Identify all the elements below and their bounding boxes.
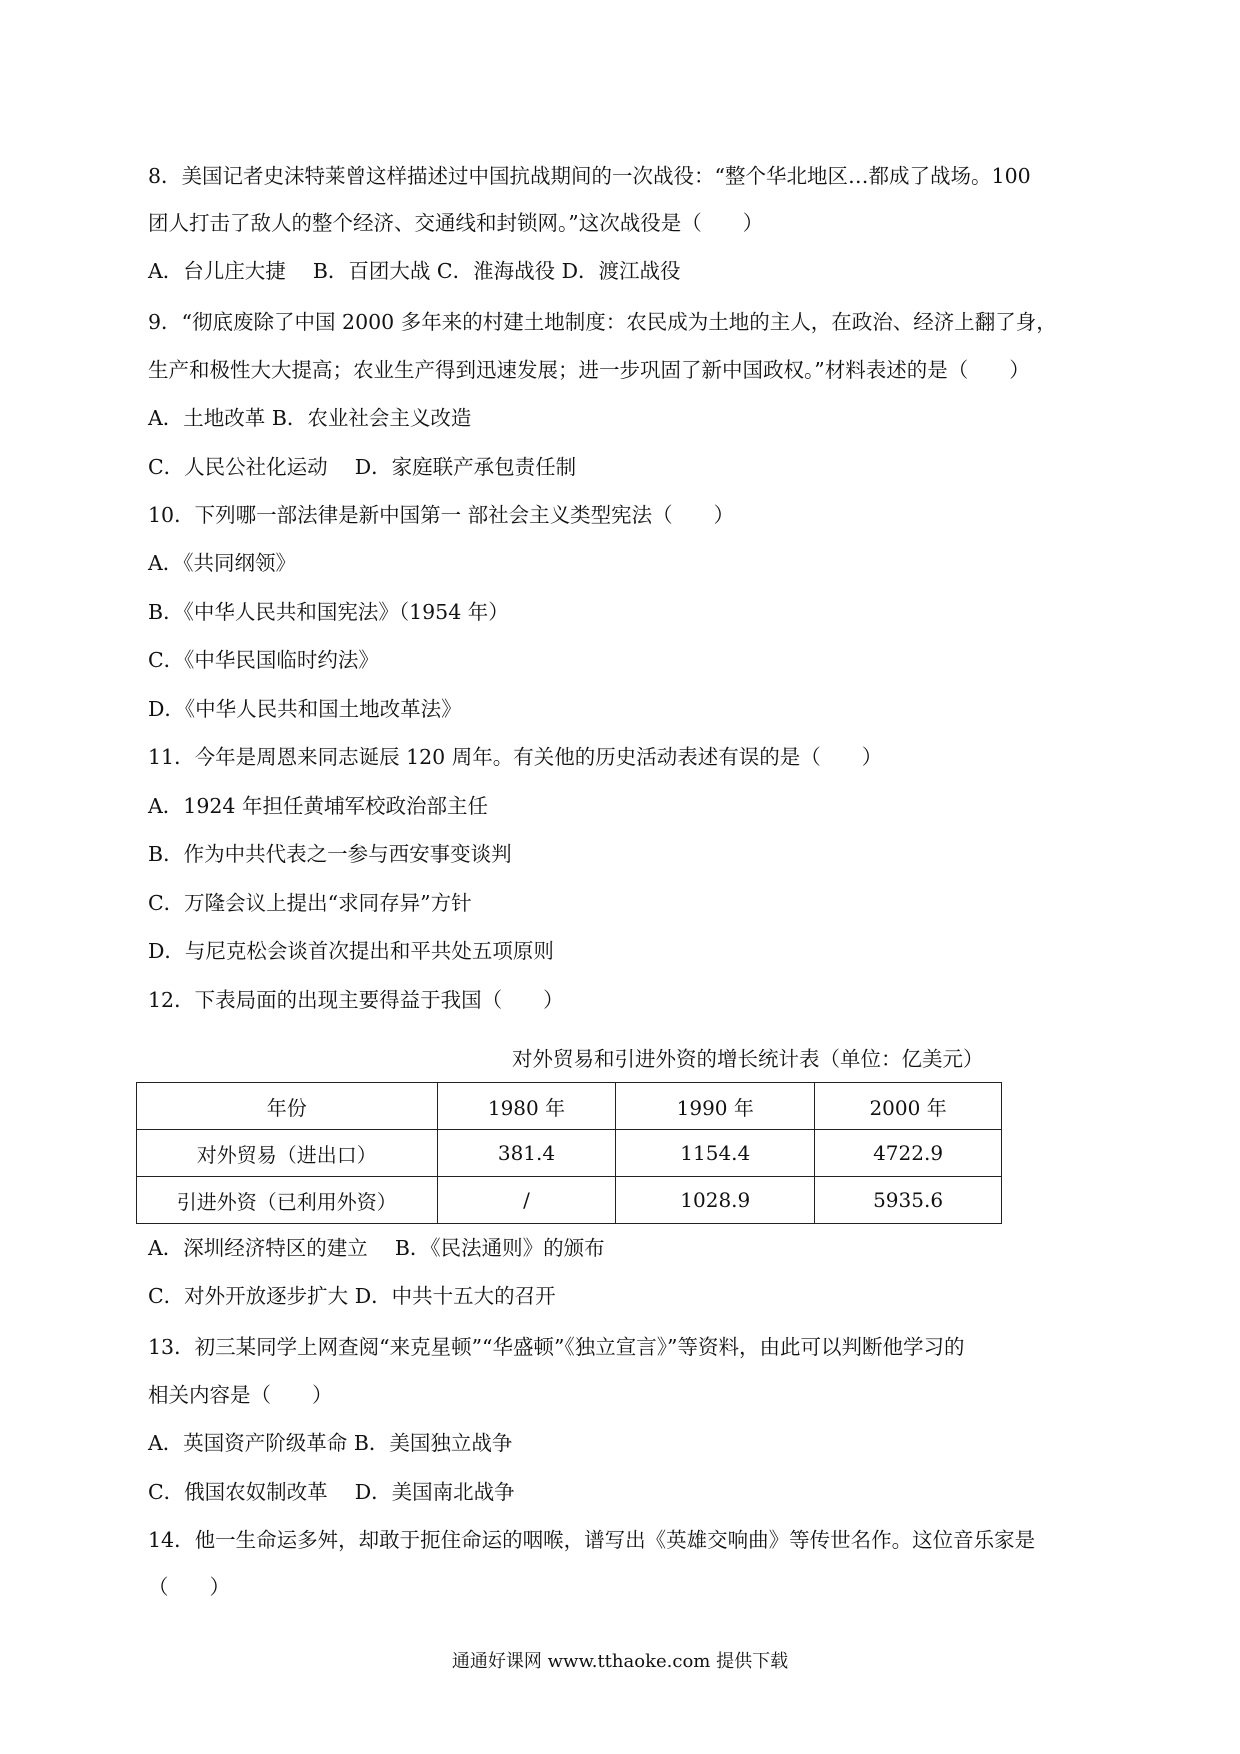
q13-options-cd: C．俄国农奴制改革 D．美国南北战争 <box>148 1480 515 1504</box>
q11-option-a: A．1924 年担任黄埔军校政治部主任 <box>148 794 488 818</box>
q9-options-ab: A．土地改革 B．农业社会主义改造 <box>148 406 472 430</box>
table-header-row <box>137 1083 1002 1130</box>
page-footer: 通通好课网 www.tthaoke.com 提供下载 <box>451 1651 789 1672</box>
table-row <box>137 1177 1002 1224</box>
trade-investment-table <box>136 1082 1002 1224</box>
q8-line-1: 8．美国记者史沫特莱曾这样描述过中国抗战期间的一次战役：“整个华北地区…都成了战场。100 <box>148 164 1031 188</box>
q10-option-d: D．《中华人民共和国土地改革法》 <box>148 697 462 721</box>
table-cell: 1154.4 <box>616 1130 815 1177</box>
table-header-cell: 年份 <box>137 1083 438 1130</box>
table-row <box>137 1130 1002 1177</box>
table-header-cell: 2000 年 <box>815 1083 1002 1130</box>
q12-options-ab: A．深圳经济特区的建立 B．《民法通则》的颁布 <box>148 1236 605 1260</box>
table-caption: 对外贸易和引进外资的增长统计表（单位：亿美元） <box>512 1047 984 1071</box>
table-header-cell: 1990 年 <box>616 1083 815 1130</box>
table-header-cell: 1980 年 <box>437 1083 616 1130</box>
q11-option-c: C．万隆会议上提出“求同存异”方针 <box>148 891 472 915</box>
q8-line-2: 团人打击了敌人的整个经济、交通线和封锁网。”这次战役是（ ） <box>148 211 764 235</box>
table-cell: 引进外资（已利用外资） <box>137 1177 438 1224</box>
q11-option-d: D．与尼克松会谈首次提出和平共处五项原则 <box>148 939 554 963</box>
q9-options-cd: C．人民公社化运动 D．家庭联产承包责任制 <box>148 455 577 479</box>
table-cell: 1028.9 <box>616 1177 815 1224</box>
q14-line-2: （ ） <box>148 1575 230 1599</box>
table-cell: 381.4 <box>437 1130 616 1177</box>
q13-line-1: 13．初三某同学上网查阅“来克星顿”“华盛顿”《独立宣言》”等资料，由此可以判断他学习的 <box>148 1335 965 1359</box>
q13-options-ab: A．英国资产阶级革命 B．美国独立战争 <box>148 1431 513 1455</box>
q14-line-1: 14．他一生命运多舛，却敢于扼住命运的咽喉，谱写出《英雄交响曲》等传世名作。这位音乐家是 <box>148 1528 1036 1552</box>
q12-options-cd: C．对外开放逐步扩大 D．中共十五大的召开 <box>148 1284 556 1308</box>
q10-option-c: C．《中华民国临时约法》 <box>148 648 379 672</box>
q12-stem: 12．下表局面的出现主要得益于我国（ ） <box>148 988 564 1012</box>
table-cell: 对外贸易（进出口） <box>137 1130 438 1177</box>
q11-stem: 11．今年是周恩来同志诞辰 120 周年。有关他的历史活动表述有误的是（ ） <box>148 745 883 769</box>
table-cell: / <box>437 1177 616 1224</box>
q9-line-2: 生产和极性大大提高；农业生产得到迅速发展；进一步巩固了新中国政权。”材料表述的是（ ） <box>148 358 1030 382</box>
q10-option-b: B．《中华人民共和国宪法》（1954 年） <box>148 600 509 624</box>
table-cell: 5935.6 <box>815 1177 1002 1224</box>
q10-option-a: A．《共同纲领》 <box>148 551 297 575</box>
q11-option-b: B．作为中共代表之一参与西安事变谈判 <box>148 842 512 866</box>
q8-options: A．台儿庄大捷 B．百团大战 C．淮海战役 D．渡江战役 <box>148 259 681 283</box>
q10-stem: 10．下列哪一部法律是新中国第一 部社会主义类型宪法（ ） <box>148 503 735 527</box>
q13-line-2: 相关内容是（ ） <box>148 1383 333 1407</box>
table-cell: 4722.9 <box>815 1130 1002 1177</box>
q9-line-1: 9．“彻底废除了中国 2000 多年来的村建土地制度：农民成为土地的主人，在政治、经济上翻了身， <box>148 310 1057 334</box>
